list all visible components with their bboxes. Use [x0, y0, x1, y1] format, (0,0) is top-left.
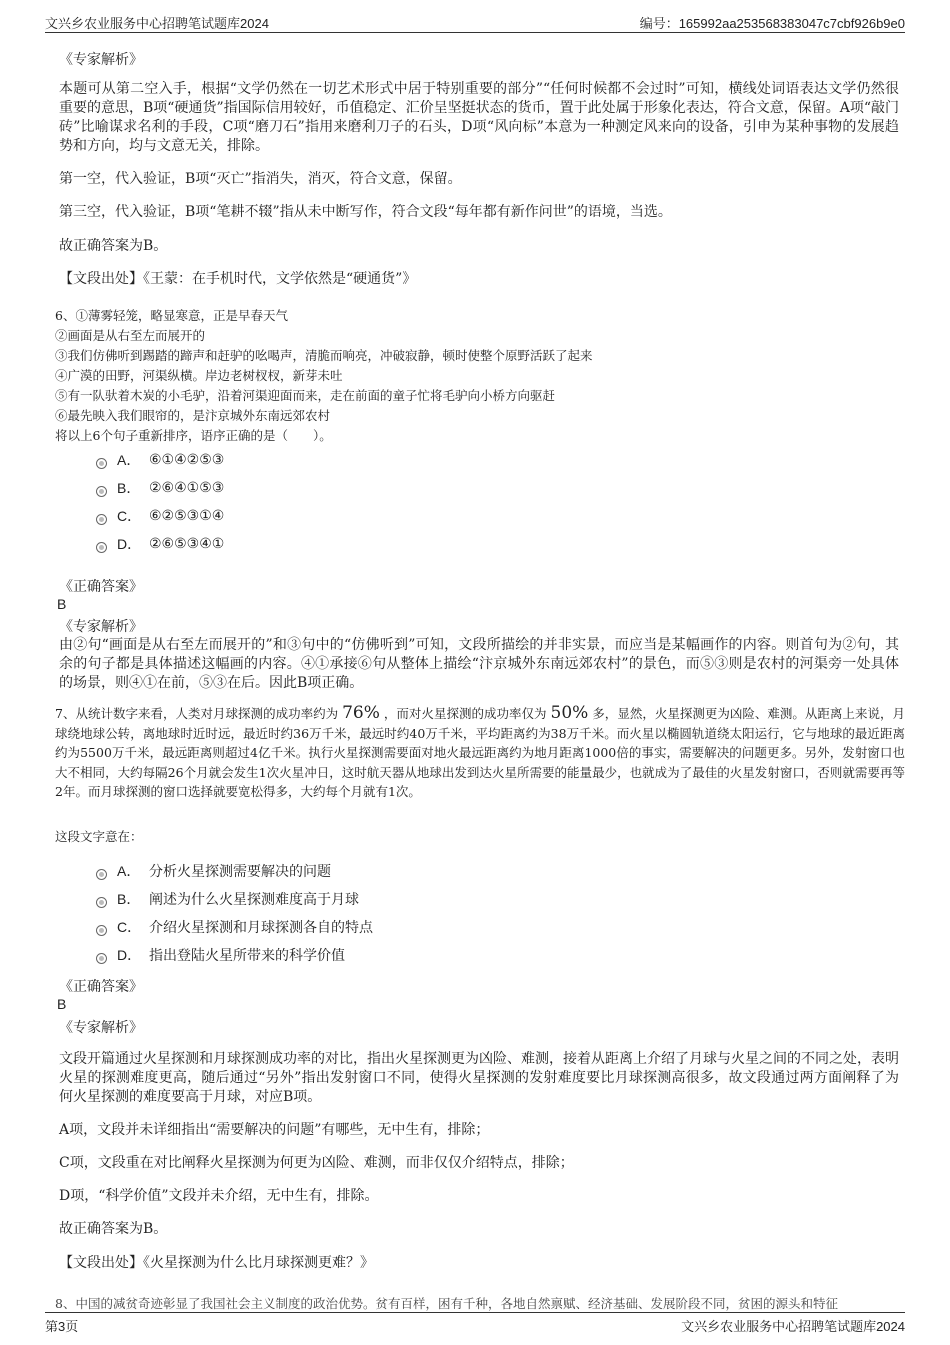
- option-a[interactable]: A． 分析火星探测需要解决的问题: [96, 861, 331, 881]
- option-a[interactable]: A． ⑥①④②⑤③: [96, 450, 224, 470]
- analysis-paragraph: 第三空，代入验证，B项“笔耕不辍”指从未中断写作，符合文段“每年都有新作问世”的语境，当选。: [59, 204, 672, 220]
- question-7-stem: 7、从统计数字来看，人类对月球探测的成功率约为 76% ，而对火星探测的成功率仅为 50% 多，显然，火星探测更为凶险、难测。从距离上来说，月球绕地球公转，离地球时近时远，最近时约36万千米，最远时约40万千米，平均距离约为38万千米。而火星以椭圆轨道绕太阳运行，它与地球的最近距离约为5500万千米，最远距离则超过4亿千米。执行火星探测需要面对地火最远距离约为地月距离1000倍的事实，需要解决的问题更多。另外，发射窗口也大不相同，大约每隔26个月就会发生1次火星冲日，这时航天器从地球出发到达火星所需要的能量最少，也就成为了最佳的火星发射窗口，否则就需要再等2年。而月球探测的窗口选择就要宽松得多，大约每个月就有1次。: [55, 703, 905, 799]
- radio-icon[interactable]: [96, 953, 107, 964]
- correct-answer: B: [57, 996, 67, 1012]
- header-serial: 编号：165992aa253568383047c7cbf926b9e0: [639, 16, 905, 31]
- analysis-conclusion: 故正确答案为B。: [59, 1221, 168, 1237]
- page-number: 第3页: [45, 1319, 79, 1334]
- stem-line: ⑥最先映入我们眼帘的，是汴京城外东南远郊农村: [55, 408, 331, 423]
- expert-analysis-label: 《专家解析》: [59, 619, 143, 635]
- radio-icon[interactable]: [96, 925, 107, 936]
- stem-line: 6、①薄雾轻笼，略显寒意，正是早春天气: [55, 308, 288, 323]
- correct-answer-label: 《正确答案》: [59, 579, 143, 595]
- percent-value: 50%: [550, 703, 589, 723]
- stem-line: ④广漠的田野，河渠纵横。岸边老树杈杈，新芽未吐: [55, 368, 343, 383]
- option-c[interactable]: C． 介绍火星探测和月球探测各自的特点: [96, 917, 373, 937]
- analysis-paragraph: D项，“科学价值”文段并未介绍，无中生有，排除。: [59, 1188, 379, 1204]
- analysis-paragraph: C项，文段重在对比阐释火星探测为何更为凶险、难测，而非仅仅介绍特点，排除；: [59, 1155, 574, 1171]
- page-header: [45, 10, 905, 33]
- page-footer: [45, 1312, 905, 1338]
- stem-line: ③我们仿佛听到踢踏的蹄声和赶驴的吆喝声，清脆而响亮，冲破寂静，顿时使整个原野活跃了起来: [55, 348, 593, 363]
- correct-answer-label: 《正确答案》: [59, 979, 143, 995]
- option-b[interactable]: B． 阐述为什么火星探测难度高于月球: [96, 889, 359, 909]
- analysis-paragraph: A项，文段并未详细指出“需要解决的问题”有哪些，无中生有，排除；: [59, 1122, 490, 1138]
- option-d[interactable]: D． 指出登陆火星所带来的科学价值: [96, 945, 345, 965]
- page-content: [55, 40, 905, 1311]
- question-6-stem: [55, 306, 905, 446]
- expert-analysis-label: 《专家解析》: [59, 52, 143, 68]
- stem-question: 将以上6个句子重新排序，语序正确的是（ ）。: [55, 428, 332, 443]
- question-7-prompt: 这段文字意在：: [55, 829, 143, 844]
- analysis-paragraph: 文段开篇通过火星探测和月球探测成功率的对比，指出火星探测更为凶险、难测，接着从距离上介绍了月球与火星之间的不同之处，表明火星的探测难度更高，随后通过“另外”指出发射窗口不同，使得火星探测的发射难度要比月球探测高很多，故文段通过两方面阐释了为何火星探测的难度要高于月球，对应B项。: [59, 1051, 899, 1105]
- analysis-paragraph: 第一空，代入验证，B项“灭亡”指消失，消灭，符合文意，保留。: [59, 171, 462, 187]
- header-title: 文兴乡农业服务中心招聘笔试题库2024: [45, 16, 269, 31]
- option-d[interactable]: D． ②⑥⑤③④①: [96, 534, 224, 554]
- stem-line: ⑤有一队驮着木炭的小毛驴，沿着河渠迎面而来，走在前面的童子忙将毛驴向小桥方向驱赶: [55, 388, 556, 403]
- correct-answer: B: [57, 596, 67, 612]
- source-citation: 【文段出处】《王蒙：在手机时代，文学依然是“硬通货”》: [59, 271, 417, 287]
- expert-analysis-label: 《专家解析》: [59, 1020, 143, 1036]
- radio-icon[interactable]: [96, 458, 107, 469]
- question-8-partial: 8、中国的减贫奇迹彰显了我国社会主义制度的政治优势。贫有百样，困有千种，各地自然禀赋、经济基础、发展阶段不同，贫困的源头和特征: [55, 1296, 838, 1311]
- radio-icon[interactable]: [96, 869, 107, 880]
- stem-line: ②画面是从右至左而展开的: [55, 328, 206, 343]
- option-c[interactable]: C． ⑥②⑤③①④: [96, 506, 224, 526]
- analysis-conclusion: 故正确答案为B。: [59, 238, 168, 254]
- radio-icon[interactable]: [96, 514, 107, 525]
- radio-icon[interactable]: [96, 897, 107, 908]
- source-citation: 【文段出处】《火星探测为什么比月球探测更难？》: [59, 1255, 374, 1271]
- percent-value: 76%: [342, 703, 380, 723]
- analysis-paragraph: 本题可从第二空入手，根据“文学仍然在一切艺术形式中居于特别重要的部分”“任何时候都不会过时”可知，横线处词语表达文学仍然很重要的意思，B项“硬通货”指国际信用较好，币值稳定、汇价呈坚挺状态的货币，置于此处属于形象化表达，符合文意，保留。A项“敲门砖”比喻谋求名利的手段，C项“磨刀石”指用来磨利刀子的石头，D项“风向标”本意为一种测定风来向的设备，引申为某种事物的发展趋势和方向，均与文意无关，排除。: [59, 81, 899, 154]
- radio-icon[interactable]: [96, 542, 107, 553]
- footer-title: 文兴乡农业服务中心招聘笔试题库2024: [681, 1319, 905, 1334]
- option-b[interactable]: B． ②⑥④①⑤③: [96, 478, 224, 498]
- radio-icon[interactable]: [96, 486, 107, 497]
- analysis-paragraph: 由②句“画面是从右至左而展开的”和③句中的“仿佛听到”可知，文段所描绘的并非实景，而应当是某幅画作的内容。则首句为②句，其余的句子都是具体描述这幅画的内容。④①承接⑥句从整体上描绘“汴京城外东南远郊农村”的景色，而⑤③则是农村的河渠旁一处具体的场景，则④①在前，⑤③在后。因此B项正确。: [59, 637, 899, 691]
